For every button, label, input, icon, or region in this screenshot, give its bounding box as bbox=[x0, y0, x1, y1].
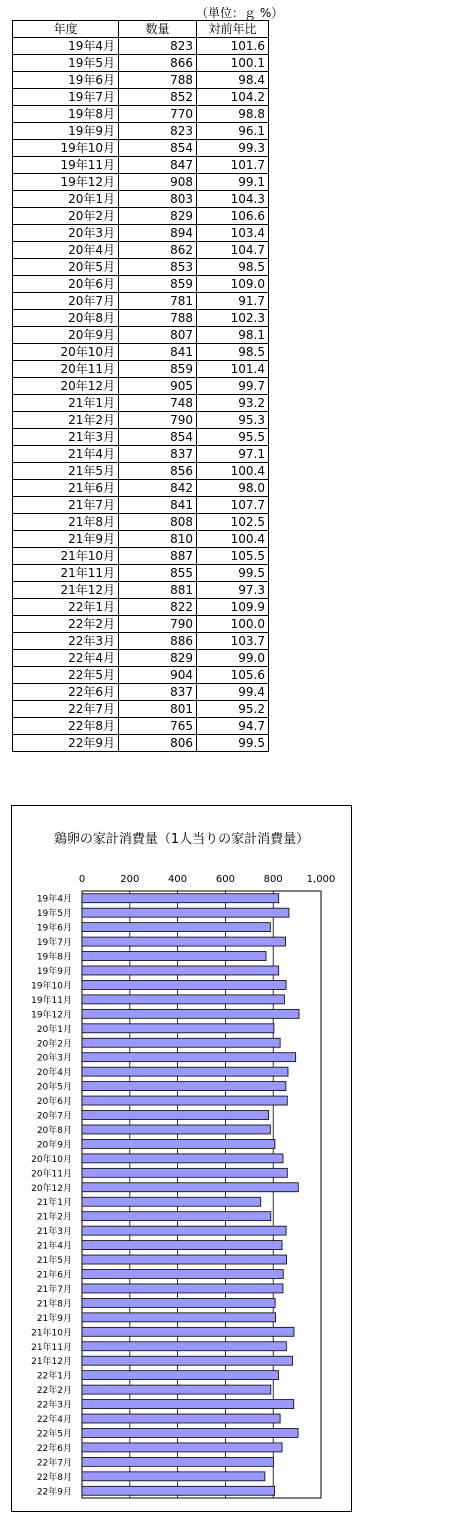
cell-year: 19年4月 bbox=[13, 38, 119, 55]
table-row bbox=[13, 446, 269, 463]
cell-yoy: 100.4 bbox=[197, 531, 269, 548]
y-category-label: 19年12月 bbox=[31, 1010, 72, 1021]
cell-year: 19年7月 bbox=[13, 89, 119, 106]
y-category-label: 19年4月 bbox=[36, 894, 72, 905]
chart-title: 鶏卵の家計消費量（1人当りの家計消費量） bbox=[53, 832, 310, 847]
cell-year: 21年8月 bbox=[13, 514, 119, 531]
cell-year: 20年12月 bbox=[13, 378, 119, 395]
cell-yoy: 99.5 bbox=[197, 565, 269, 582]
bar bbox=[82, 995, 284, 1004]
y-category-label: 20年7月 bbox=[36, 1111, 72, 1122]
cell-yoy: 106.6 bbox=[197, 208, 269, 225]
cell-quantity: 862 bbox=[119, 242, 197, 259]
cell-yoy: 98.4 bbox=[197, 72, 269, 89]
cell-year: 21年4月 bbox=[13, 446, 119, 463]
cell-yoy: 99.4 bbox=[197, 684, 269, 701]
y-category-label: 20年2月 bbox=[36, 1039, 72, 1050]
cell-yoy: 98.5 bbox=[197, 344, 269, 361]
cell-year: 20年11月 bbox=[13, 361, 119, 378]
bar bbox=[82, 1241, 282, 1250]
y-category-label: 21年3月 bbox=[36, 1227, 72, 1238]
cell-yoy: 95.5 bbox=[197, 429, 269, 446]
y-category-label: 21年2月 bbox=[36, 1212, 72, 1223]
chart-frame bbox=[11, 805, 352, 1512]
x-tick-label: 0 bbox=[78, 874, 86, 885]
y-category-label: 20年5月 bbox=[36, 1082, 72, 1093]
y-category-label: 20年12月 bbox=[31, 1183, 72, 1194]
cell-quantity: 881 bbox=[119, 582, 197, 599]
y-category-label: 20年3月 bbox=[36, 1053, 72, 1064]
table-row bbox=[13, 242, 269, 259]
y-category-label: 22年6月 bbox=[36, 1443, 72, 1454]
cell-yoy: 99.3 bbox=[197, 140, 269, 157]
bar bbox=[82, 894, 279, 903]
table-row bbox=[13, 72, 269, 89]
table-row bbox=[13, 310, 269, 327]
table-row bbox=[13, 531, 269, 548]
cell-yoy: 93.2 bbox=[197, 395, 269, 412]
cell-year: 22年9月 bbox=[13, 735, 119, 752]
y-category-label: 20年8月 bbox=[36, 1125, 72, 1136]
y-category-label: 19年11月 bbox=[31, 995, 72, 1006]
unit-label: （単位：ｇ %） bbox=[196, 6, 284, 20]
y-category-label: 19年6月 bbox=[36, 923, 72, 934]
y-category-label: 22年8月 bbox=[36, 1472, 72, 1483]
table-row bbox=[13, 497, 269, 514]
y-category-label: 21年9月 bbox=[36, 1313, 72, 1324]
y-category-label: 20年1月 bbox=[36, 1024, 72, 1035]
bar bbox=[82, 1327, 294, 1336]
table-row bbox=[13, 140, 269, 157]
cell-year: 20年2月 bbox=[13, 208, 119, 225]
cell-yoy: 103.4 bbox=[197, 225, 269, 242]
cell-quantity: 854 bbox=[119, 140, 197, 157]
cell-quantity: 829 bbox=[119, 650, 197, 667]
cell-year: 19年5月 bbox=[13, 55, 119, 72]
cell-quantity: 841 bbox=[119, 344, 197, 361]
bar bbox=[82, 1298, 275, 1307]
y-category-label: 21年1月 bbox=[36, 1198, 72, 1209]
cell-yoy: 95.2 bbox=[197, 701, 269, 718]
header-quantity: 数量 bbox=[119, 21, 197, 38]
cell-yoy: 107.7 bbox=[197, 497, 269, 514]
table-row bbox=[13, 582, 269, 599]
y-category-label: 20年10月 bbox=[31, 1154, 72, 1165]
table-row bbox=[13, 89, 269, 106]
bar bbox=[82, 1342, 286, 1351]
cell-year: 21年11月 bbox=[13, 565, 119, 582]
table-row bbox=[13, 633, 269, 650]
cell-yoy: 95.3 bbox=[197, 412, 269, 429]
table-row bbox=[13, 157, 269, 174]
cell-yoy: 98.5 bbox=[197, 259, 269, 276]
table-row bbox=[13, 174, 269, 191]
table-row bbox=[13, 225, 269, 242]
y-category-label: 22年5月 bbox=[36, 1429, 72, 1440]
bar bbox=[82, 1428, 298, 1437]
table-row bbox=[13, 480, 269, 497]
cell-year: 19年6月 bbox=[13, 72, 119, 89]
cell-year: 22年6月 bbox=[13, 684, 119, 701]
y-category-label: 19年9月 bbox=[36, 966, 72, 977]
bar bbox=[82, 1111, 269, 1120]
y-category-label: 20年6月 bbox=[36, 1097, 72, 1108]
cell-yoy: 109.9 bbox=[197, 599, 269, 616]
cell-yoy: 102.5 bbox=[197, 514, 269, 531]
table-row bbox=[13, 191, 269, 208]
y-category-label: 20年11月 bbox=[31, 1169, 72, 1180]
cell-year: 21年7月 bbox=[13, 497, 119, 514]
bar bbox=[82, 1168, 287, 1177]
cell-year: 21年2月 bbox=[13, 412, 119, 429]
cell-yoy: 100.0 bbox=[197, 616, 269, 633]
cell-quantity: 803 bbox=[119, 191, 197, 208]
table-row bbox=[13, 548, 269, 565]
table-row bbox=[13, 718, 269, 735]
table-row bbox=[13, 327, 269, 344]
bar bbox=[82, 1024, 274, 1033]
y-category-label: 22年9月 bbox=[36, 1487, 72, 1498]
table-row bbox=[13, 701, 269, 718]
bar bbox=[82, 1139, 275, 1148]
cell-year: 22年1月 bbox=[13, 599, 119, 616]
y-category-label: 21年8月 bbox=[36, 1299, 72, 1310]
bar bbox=[82, 1400, 294, 1409]
cell-quantity: 770 bbox=[119, 106, 197, 123]
header-year: 年度 bbox=[13, 21, 119, 38]
table-row bbox=[13, 361, 269, 378]
bar bbox=[82, 1053, 296, 1062]
y-category-label: 20年4月 bbox=[36, 1068, 72, 1079]
data-table bbox=[12, 20, 269, 752]
cell-quantity: 808 bbox=[119, 514, 197, 531]
cell-year: 19年9月 bbox=[13, 123, 119, 140]
y-category-label: 21年7月 bbox=[36, 1284, 72, 1295]
cell-year: 21年1月 bbox=[13, 395, 119, 412]
bar bbox=[82, 1472, 265, 1481]
table-row bbox=[13, 514, 269, 531]
cell-quantity: 807 bbox=[119, 327, 197, 344]
cell-yoy: 96.1 bbox=[197, 123, 269, 140]
bar-chart bbox=[12, 806, 353, 1513]
cell-year: 20年4月 bbox=[13, 242, 119, 259]
cell-quantity: 905 bbox=[119, 378, 197, 395]
bar bbox=[82, 1385, 271, 1394]
cell-year: 19年11月 bbox=[13, 157, 119, 174]
table-row bbox=[13, 293, 269, 310]
cell-yoy: 102.3 bbox=[197, 310, 269, 327]
cell-year: 20年10月 bbox=[13, 344, 119, 361]
cell-quantity: 853 bbox=[119, 259, 197, 276]
y-category-label: 19年10月 bbox=[31, 981, 72, 992]
cell-yoy: 105.5 bbox=[197, 548, 269, 565]
bar bbox=[82, 980, 286, 989]
bar bbox=[82, 1255, 287, 1264]
bar bbox=[82, 1183, 298, 1192]
cell-quantity: 854 bbox=[119, 429, 197, 446]
cell-quantity: 806 bbox=[119, 735, 197, 752]
bar bbox=[82, 1009, 299, 1018]
cell-quantity: 886 bbox=[119, 633, 197, 650]
cell-quantity: 847 bbox=[119, 157, 197, 174]
y-category-label: 21年4月 bbox=[36, 1241, 72, 1252]
table-row bbox=[13, 276, 269, 293]
cell-quantity: 894 bbox=[119, 225, 197, 242]
cell-quantity: 748 bbox=[119, 395, 197, 412]
y-category-label: 19年7月 bbox=[36, 938, 72, 949]
cell-yoy: 97.3 bbox=[197, 582, 269, 599]
bar bbox=[82, 1270, 283, 1279]
cell-quantity: 855 bbox=[119, 565, 197, 582]
cell-quantity: 842 bbox=[119, 480, 197, 497]
cell-quantity: 908 bbox=[119, 174, 197, 191]
cell-yoy: 91.7 bbox=[197, 293, 269, 310]
y-category-label: 22年1月 bbox=[36, 1371, 72, 1382]
header-yoy: 対前年比 bbox=[197, 21, 269, 38]
table-row bbox=[13, 38, 269, 55]
cell-quantity: 765 bbox=[119, 718, 197, 735]
cell-yoy: 99.5 bbox=[197, 735, 269, 752]
cell-yoy: 100.1 bbox=[197, 55, 269, 72]
cell-yoy: 101.7 bbox=[197, 157, 269, 174]
cell-yoy: 104.7 bbox=[197, 242, 269, 259]
cell-yoy: 103.7 bbox=[197, 633, 269, 650]
x-tick-label: 200 bbox=[120, 874, 140, 885]
cell-quantity: 856 bbox=[119, 463, 197, 480]
cell-year: 19年10月 bbox=[13, 140, 119, 157]
cell-yoy: 99.1 bbox=[197, 174, 269, 191]
y-category-label: 21年5月 bbox=[36, 1256, 72, 1267]
cell-yoy: 101.4 bbox=[197, 361, 269, 378]
cell-quantity: 790 bbox=[119, 412, 197, 429]
cell-yoy: 98.1 bbox=[197, 327, 269, 344]
table-row bbox=[13, 412, 269, 429]
cell-quantity: 841 bbox=[119, 497, 197, 514]
table-row bbox=[13, 106, 269, 123]
table-row bbox=[13, 259, 269, 276]
bar bbox=[82, 1356, 293, 1365]
cell-year: 20年6月 bbox=[13, 276, 119, 293]
cell-quantity: 859 bbox=[119, 361, 197, 378]
table-row bbox=[13, 667, 269, 684]
x-tick-label: 800 bbox=[263, 874, 283, 885]
y-category-label: 21年6月 bbox=[36, 1270, 72, 1281]
bar bbox=[82, 908, 289, 917]
y-category-label: 19年8月 bbox=[36, 952, 72, 963]
cell-quantity: 837 bbox=[119, 446, 197, 463]
bar bbox=[82, 1096, 287, 1105]
cell-quantity: 866 bbox=[119, 55, 197, 72]
cell-year: 22年3月 bbox=[13, 633, 119, 650]
cell-year: 21年5月 bbox=[13, 463, 119, 480]
x-tick-label: 600 bbox=[215, 874, 235, 885]
cell-yoy: 99.7 bbox=[197, 378, 269, 395]
bar bbox=[82, 1486, 275, 1495]
cell-quantity: 788 bbox=[119, 72, 197, 89]
cell-year: 22年4月 bbox=[13, 650, 119, 667]
table-row bbox=[13, 463, 269, 480]
cell-year: 20年5月 bbox=[13, 259, 119, 276]
y-category-label: 22年3月 bbox=[36, 1400, 72, 1411]
cell-quantity: 781 bbox=[119, 293, 197, 310]
bar bbox=[82, 1082, 286, 1091]
cell-yoy: 97.1 bbox=[197, 446, 269, 463]
bar bbox=[82, 1154, 283, 1163]
cell-year: 19年8月 bbox=[13, 106, 119, 123]
cell-yoy: 101.6 bbox=[197, 38, 269, 55]
cell-year: 22年8月 bbox=[13, 718, 119, 735]
table-row bbox=[13, 650, 269, 667]
cell-yoy: 94.7 bbox=[197, 718, 269, 735]
y-category-label: 21年11月 bbox=[31, 1342, 72, 1353]
table-row bbox=[13, 344, 269, 361]
y-category-label: 22年2月 bbox=[36, 1386, 72, 1397]
bar bbox=[82, 1067, 288, 1076]
table-header-row bbox=[13, 21, 269, 38]
bar bbox=[82, 1284, 283, 1293]
y-category-label: 20年9月 bbox=[36, 1140, 72, 1151]
y-category-label: 22年7月 bbox=[36, 1458, 72, 1469]
table-row bbox=[13, 55, 269, 72]
cell-year: 22年7月 bbox=[13, 701, 119, 718]
cell-quantity: 810 bbox=[119, 531, 197, 548]
cell-year: 21年3月 bbox=[13, 429, 119, 446]
cell-quantity: 822 bbox=[119, 599, 197, 616]
cell-year: 22年5月 bbox=[13, 667, 119, 684]
cell-yoy: 105.6 bbox=[197, 667, 269, 684]
y-category-label: 21年10月 bbox=[31, 1328, 72, 1339]
table-row bbox=[13, 395, 269, 412]
cell-year: 20年8月 bbox=[13, 310, 119, 327]
bar bbox=[82, 1038, 280, 1047]
cell-year: 20年7月 bbox=[13, 293, 119, 310]
table-row bbox=[13, 429, 269, 446]
cell-year: 19年12月 bbox=[13, 174, 119, 191]
cell-yoy: 104.3 bbox=[197, 191, 269, 208]
table-row bbox=[13, 123, 269, 140]
cell-quantity: 887 bbox=[119, 548, 197, 565]
cell-quantity: 859 bbox=[119, 276, 197, 293]
bar bbox=[82, 1125, 270, 1134]
bar bbox=[82, 1313, 276, 1322]
table-row bbox=[13, 565, 269, 582]
x-tick-label: 400 bbox=[168, 874, 188, 885]
cell-yoy: 104.2 bbox=[197, 89, 269, 106]
bar bbox=[82, 923, 270, 932]
cell-yoy: 98.0 bbox=[197, 480, 269, 497]
cell-quantity: 823 bbox=[119, 38, 197, 55]
bar bbox=[82, 1226, 286, 1235]
cell-year: 21年9月 bbox=[13, 531, 119, 548]
table-row bbox=[13, 616, 269, 633]
table-row bbox=[13, 208, 269, 225]
y-category-label: 21年12月 bbox=[31, 1357, 72, 1368]
table-row bbox=[13, 684, 269, 701]
cell-quantity: 852 bbox=[119, 89, 197, 106]
cell-year: 21年12月 bbox=[13, 582, 119, 599]
table-row bbox=[13, 599, 269, 616]
cell-yoy: 109.0 bbox=[197, 276, 269, 293]
bar bbox=[82, 1371, 278, 1380]
cell-year: 20年1月 bbox=[13, 191, 119, 208]
cell-quantity: 801 bbox=[119, 701, 197, 718]
cell-year: 22年2月 bbox=[13, 616, 119, 633]
cell-year: 21年6月 bbox=[13, 480, 119, 497]
cell-quantity: 823 bbox=[119, 123, 197, 140]
cell-year: 20年9月 bbox=[13, 327, 119, 344]
table-row bbox=[13, 378, 269, 395]
cell-quantity: 829 bbox=[119, 208, 197, 225]
bar bbox=[82, 1197, 261, 1206]
x-tick-label: 1,000 bbox=[306, 874, 336, 885]
bar bbox=[82, 1443, 282, 1452]
cell-yoy: 98.8 bbox=[197, 106, 269, 123]
y-category-label: 22年4月 bbox=[36, 1415, 72, 1426]
cell-quantity: 790 bbox=[119, 616, 197, 633]
cell-quantity: 788 bbox=[119, 310, 197, 327]
cell-year: 20年3月 bbox=[13, 225, 119, 242]
cell-year: 21年10月 bbox=[13, 548, 119, 565]
cell-quantity: 837 bbox=[119, 684, 197, 701]
table-row bbox=[13, 735, 269, 752]
bar bbox=[82, 952, 266, 961]
bar bbox=[82, 937, 286, 946]
cell-quantity: 904 bbox=[119, 667, 197, 684]
cell-yoy: 100.4 bbox=[197, 463, 269, 480]
bar bbox=[82, 1414, 280, 1423]
cell-yoy: 99.0 bbox=[197, 650, 269, 667]
bar bbox=[82, 1212, 271, 1221]
y-category-label: 19年5月 bbox=[36, 909, 72, 920]
bar bbox=[82, 1457, 273, 1466]
bar bbox=[82, 966, 279, 975]
